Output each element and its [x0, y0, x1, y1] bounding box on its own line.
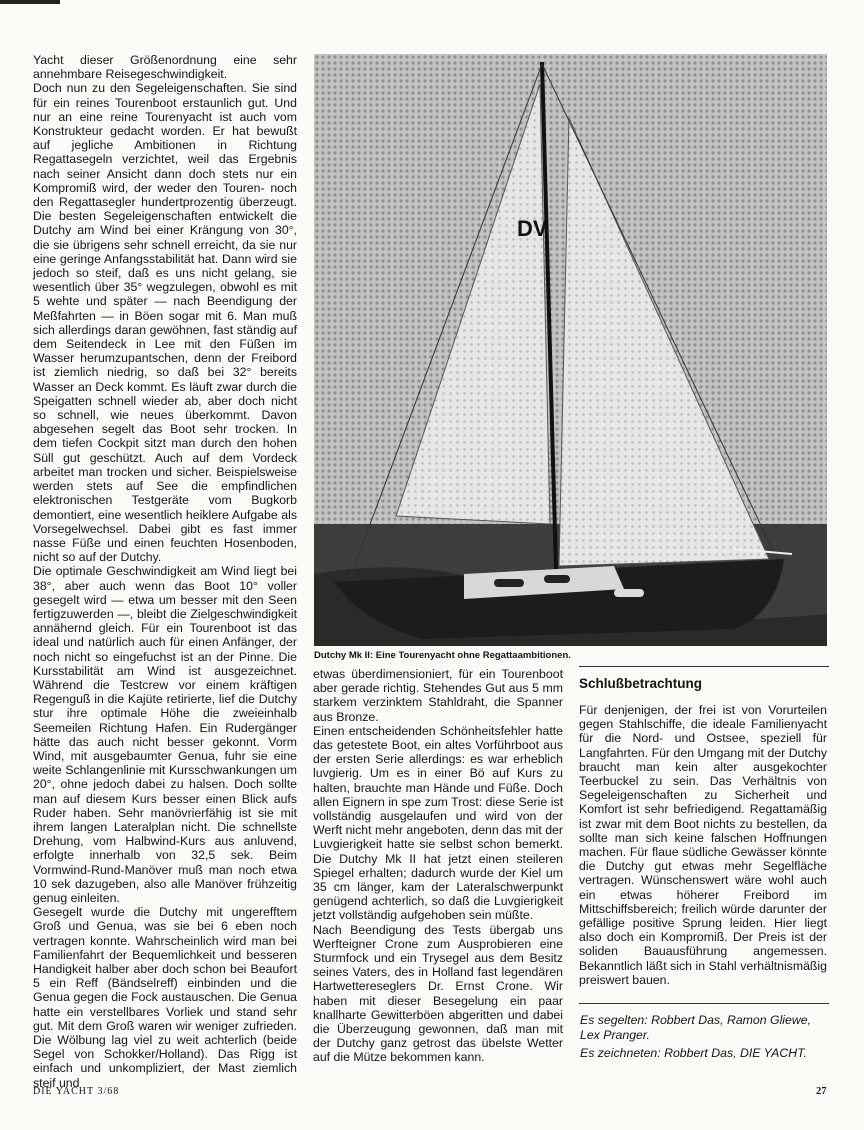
credits-drawn: Es zeichneten: Robbert Das, DIE YACHT.	[580, 1046, 807, 1060]
credits-sailed: Es segelten: Robbert Das, Ramon Gliewe, Lex Pranger.	[580, 1013, 812, 1042]
column-1	[33, 53, 297, 1090]
porthole	[494, 579, 524, 587]
credits-rule	[579, 1003, 829, 1004]
photo-caption: Dutchy Mk II: Eine Tourenyacht ohne Regattaambitionen.	[314, 650, 571, 661]
paragraph: Yacht dieser Größenordnung eine sehr annehmbare Reisegeschwindigkeit.	[33, 53, 297, 82]
section-rule-top	[579, 666, 829, 667]
sail-mark: DV	[517, 216, 548, 241]
paragraph: Einen entscheidenden Schönheitsfehler hatte das getestete Boot, ein altes Vorführboot aus der ersten Serie allerdings: es war erheblich luvgierig. Um es in einer Bö auf Kurs zu halten, brauchte man Hände und Füße. Doch allen Eignern in spe zum Trost: diese Serie ist vollständig ausgelaufen und wird von der Werft nicht mehr angeboten, denn das mit der Luvgierigkeit hatte sie selbst schon bemerkt. Die Dutchy Mk II hat jetzt einen steileren Spiegel erhalten; dadurch wurde der Kiel um 35 cm länger, kam der Lateralschwerpunkt genügend achterlich, so daß die Luvgierigkeit jetzt vollständig aufgehoben sein müßte.	[313, 723, 563, 923]
section-heading: Schlußbetrachtung	[579, 676, 703, 691]
footer-publication: DIE YACHT 3/68	[33, 1086, 120, 1097]
page-number: 27	[816, 1086, 827, 1097]
corner-mark	[0, 0, 60, 4]
credits	[580, 1013, 830, 1065]
paragraph: Die optimale Geschwindigkeit am Wind liegt bei 38°, aber auch wenn das Boot 10° voller gesegelt wird — etwa um besser mit den Seen fertigzuwerden —, bleibt die Zielgeschwindigkeit annähernd gleich. Für ein Tourenboot ist das ideal und natürlich auch für einen Anfänger, der noch nicht so eingefuchst ist an der Pinne. Die Kursstabilität am Wind ist ausgezeichnet. Während die Testcrew vor einem kräftigen Regenguß in die Kajüte retirierte, lief die Dutchy stur ihre optimale Höhe die zweieinhalb Seemeilen Richtung Hafen. Ein Rudergänger hätte das auch nicht besser gekonnt. Vorm Wind, mit ausgebaumter Genua, fuhr sie eine weite Schlangenlinie mit Kursschwankungen um 20°, ohne jedoch dabei zu halsen. Doch sollte man auf diesem Kurs besser einen Blick aufs Ruder haben. Sehr manövrierfähig ist sie mit ihrem langen Lateralplan nicht. Die schnellste Drehung, vom Halbwind-Kurs aus anluvend, erfolgte innerhalb von 32,5 sek. Beim Vormwind-Rund-Manöver muß man noch etwa 10 sek dazugeben, also alle Manöver frühzeitig genug einleiten.	[33, 564, 297, 905]
paragraph: Gesegelt wurde die Dutchy mit ungerefftem Groß und Genua, was sie bei 6 eben noch vertragen konnte. Wahrscheinlich wird man bei Familienfahrt der Bequemlichkeit und besseren Handigkeit halber aber doch schon bei Beaufort 5 ein Reff (Bändselreff) einbinden und die Genua gegen die Fock austauschen. Die Genua hatte ein verstellbares Vorliek und stand sehr gut. Mit dem Groß waren wir weniger zufrieden. Die Wölbung lag viel zu weit achterlich (beide Segel von Schokker/Holland). Das Rigg ist einfach und unkompliziert, der Mast ziemlich steif und	[33, 905, 297, 1090]
porthole	[614, 589, 644, 597]
column-2	[313, 667, 563, 1065]
paragraph: Für denjenigen, der frei ist von Vorurteilen gegen Stahlschiffe, die ideale Familienyacht für die Nord- und Ostsee, speziell für Langfahrten. Für den Umgang mit der Dutchy braucht man kein alter ausgekochter Teerbuckel zu sein. Das Verhältnis von Segeleigenschaften zu Sicherheit und Komfort ist sehr befriedigend. Regattamäßig ist zwar mit dem Boot nichts zu bestellen, da sollte man sich keine falschen Hoffnungen machen. Für flaue südliche Gewässer könnte die Dutchy gut etwas mehr Segelfläche vertragen. Wünschenswert wäre wohl auch ein etwas höherer Freibord im Mittschiffsbereich; freilich würde darunter der gefällige positive Sprung leiden. Hier liegt also doch ein Kompromiß. Der Preis ist der soliden Bauausführung angemessen. Bekanntlich läßt sich in Stahl verhältnismäßig preiswert bauen.	[579, 703, 827, 987]
paragraph: Doch nun zu den Segeleigenschaften. Sie sind für ein reines Tourenboot erstaunlich gut. Und nur an eine reine Tourenyacht ist auch vom Konstrukteur gedacht worden. Er hat bewußt auf jegliche Ambitionen in Richtung Regattasegeln verzichtet, weil das Ergebnis nach seiner Ansicht dann doch stets nur ein Kompromiß wird, der weder den Touren- noch den Regattasegler hundertprozentig überzeugt. Die besten Segeleigenschaften entwickelt die Dutchy am Wind bei einer Krängung von 30°, die sie übrigens sehr schnell erreicht, da sie nur eine geringe Anfangsstabilität hat. Dann wird sie jedoch so steif, daß es uns nicht gelang, sie wesentlich über 35° wegzulegen, obwohl es mit 5 wehte und später — nach Beendigung der Meßfahrten — in Böen sogar mit 6. Man muß sich allerdings daran gewöhnen, fast ständig auf dem Seitendeck in Lee mit den Füßen im Wasser herumzupantschen, denn der Freibord ist ziemlich niedrig, so daß bei 32° bereits Wasser an Deck kommt. Es läuft zwar durch die Speigatten schnell wieder ab, aber doch nicht so schnell, wie neues überkommt. Davon abgesehen segelt das Boot sehr trocken. In dem tiefen Cockpit sitzt man durch den hohen Süll gut geschützt. Auch auf dem Vordeck arbeitet man trocken und sicher. Beispielsweise werden stets auf See die empfindlichen elektronischen Testgeräte vom Bugkorb demontiert, eine wesentlich heiklere Aufgabe als Vorsegelwechsel. Dabei gibt es fast immer nasse Füße und einen feuchten Hosenboden, nicht so auf der Dutchy.	[33, 81, 297, 565]
column-3	[579, 703, 827, 987]
paragraph: Nach Beendigung des Tests übergab uns Werfteigner Crone zum Ausprobieren eine Sturmfock und ein Trysegel aus dem Besitz seines Vaters, des in Holland fast legendären Hartwettereseglers Dr. Ernst Crone. Wir haben mit dieser Besegelung ein paar knallharte Gewitterböen abgeritten und dabei die Überzeugung gewonnen, daß man mit der Dutchy ganz getrost das übelste Wetter auf die Mütze bekommen kann.	[313, 922, 563, 1065]
paragraph: etwas überdimensioniert, für ein Tourenboot aber gerade richtig. Stehendes Gut aus 5 mm starkem verzinktem Stahldraht, die Spanner aus Bronze.	[313, 667, 563, 724]
porthole	[544, 575, 570, 583]
sailboat-photo	[314, 54, 827, 646]
